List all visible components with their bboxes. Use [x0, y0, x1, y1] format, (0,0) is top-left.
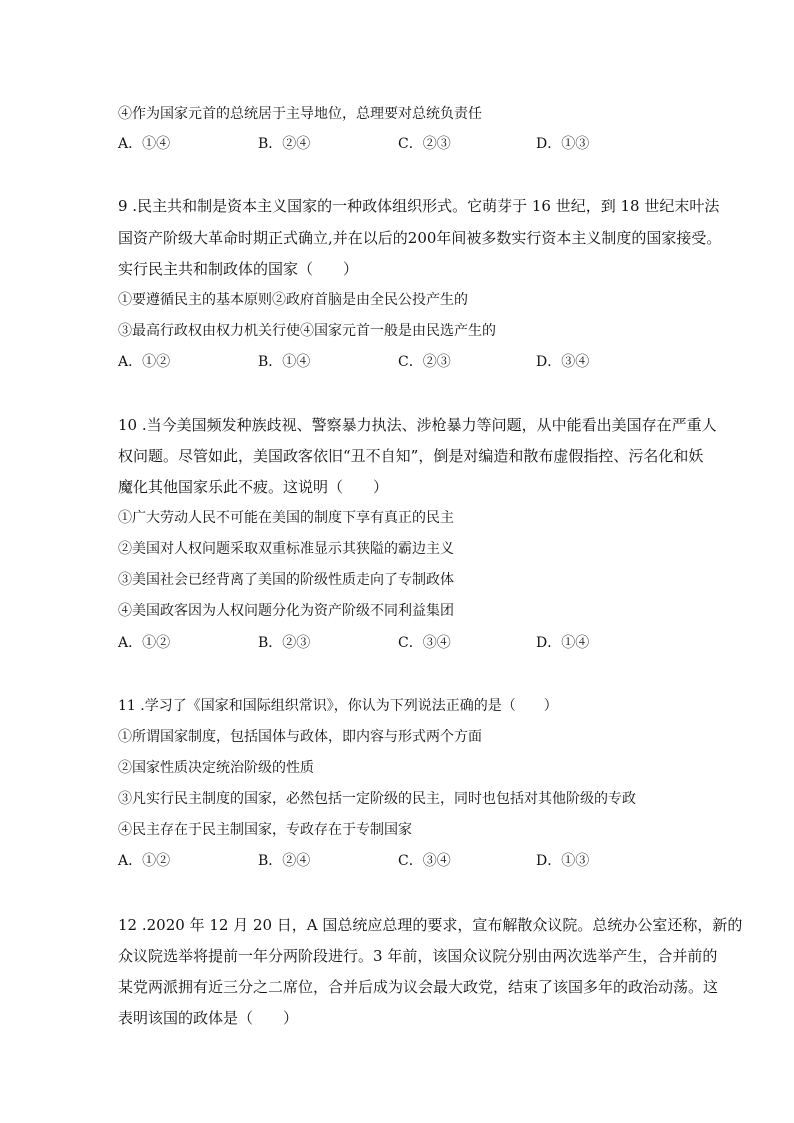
q10-item-4: ④美国政客因为人权问题分化为资产阶级不同利益集团 [118, 603, 454, 619]
q10-options [118, 633, 678, 653]
q11-option-a[interactable]: A．①② [118, 853, 171, 869]
q10-stem-line-1: 10 .当今美国频发种族歧视、警察暴力执法、涉枪暴力等问题，从中能看出美国存在严重人 [118, 416, 717, 434]
q11-item-3: ③凡实行民主制度的国家，必然包括一定阶级的民主，同时也包括对其他阶级的专政 [118, 791, 636, 807]
q12-stem-line-4: 表明该国的政体是（ ） [118, 1009, 299, 1027]
q11-option-c[interactable]: C．③④ [398, 853, 451, 869]
q9-item-line-2: ③最高行政权由权力机关行使④国家元首一般是由民选产生的 [118, 323, 496, 339]
q8-option-d[interactable]: D．①③ [536, 136, 590, 152]
q9-option-d[interactable]: D．③④ [536, 354, 590, 370]
q12-stem-line-1: 12 .2020 年 12 月 20 日，A 国总统应总理的要求，宣布解散众议院。总统办公室还称，新的 [118, 916, 743, 934]
q8-option-b[interactable]: B．②④ [258, 136, 311, 152]
q11-stem: 11 .学习了《国家和国际组织常识》，你认为下列说法正确的是（ ） [118, 698, 558, 714]
q10-item-3: ③美国社会已经背离了美国的阶级性质走向了专制政体 [118, 572, 454, 588]
q10-option-d[interactable]: D．①④ [536, 635, 590, 651]
q9-stem-line-1: 9 .民主共和制是资本主义国家的一种政体组织形式。它萌芽于 16 世纪，到 18 世纪末叶法 [118, 197, 720, 215]
q10-option-a[interactable]: A．①② [118, 635, 171, 651]
q9-option-a[interactable]: A．①② [118, 354, 171, 370]
q11-item-2: ②国家性质决定统治阶级的性质 [118, 760, 314, 776]
q9-option-c[interactable]: C．②③ [398, 354, 451, 370]
q12-stem-line-2: 众议院选举将提前一年分两阶段进行。3 年前，该国众议院分别由两次选举产生，合并前的 [118, 947, 718, 965]
q11-option-d[interactable]: D．①③ [536, 853, 590, 869]
q11-item-4: ④民主存在于民主制国家，专政存在于专制国家 [118, 822, 412, 838]
q10-item-1: ①广大劳动人民不可能在美国的制度下享有真正的民主 [118, 510, 454, 526]
q9-stem-line-3: 实行民主共和制政体的国家（ ） [118, 260, 359, 278]
q8-option-c[interactable]: C．②③ [398, 136, 451, 152]
q11-option-b[interactable]: B．②④ [258, 853, 311, 869]
q11-item-1: ①所谓国家制度，包括国体与政体，即内容与形式两个方面 [118, 729, 482, 745]
q10-stem-line-3: 魔化其他国家乐此不疲。这说明（ ） [118, 478, 389, 496]
q8-item-4: ④作为国家元首的总统居于主导地位，总理要对总统负责任 [118, 106, 482, 122]
q12-stem-line-3: 某党两派拥有近三分之二席位，合并后成为议会最大政党，结束了该国多年的政治动荡。这 [118, 978, 719, 996]
q9-option-b[interactable]: B．①④ [258, 354, 311, 370]
q11-options [118, 851, 678, 871]
q9-item-line-1: ①要遵循民主的基本原则②政府首脑是由全民公投产生的 [118, 292, 468, 308]
q9-options [118, 352, 678, 372]
q8-options [118, 134, 678, 154]
q10-stem-line-2: 权问题。尽管如此，美国政客依旧“丑不自知”，倒是对编造和散布虚假指控、污名化和妖 [118, 447, 704, 465]
q9-stem-line-2: 国资产阶级大革命时期正式确立,并在以后的200年间被多数实行资本主义制度的国家接受。 [118, 229, 722, 247]
q8-option-a[interactable]: A．①④ [118, 136, 171, 152]
q10-item-2: ②美国对人权问题采取双重标准显示其狭隘的霸边主义 [118, 541, 454, 557]
q10-option-b[interactable]: B．②③ [258, 635, 311, 651]
q10-option-c[interactable]: C．③④ [398, 635, 451, 651]
